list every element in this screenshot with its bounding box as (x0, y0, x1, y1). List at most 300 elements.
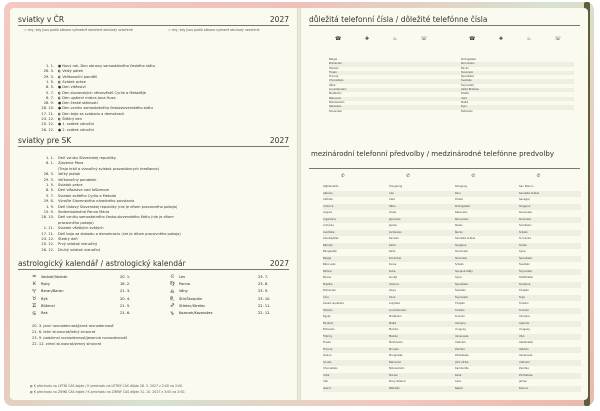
country-name: Ukrajina (455, 321, 466, 325)
holiday-date: 29. 3. (43, 74, 54, 79)
country-name: Sýrie (455, 276, 462, 279)
phone-icon: ✆ (536, 174, 541, 179)
country-name: Slovinsko (461, 70, 474, 74)
holiday-name: Deň víťazstva nad fašizmom (58, 188, 110, 193)
country-name: Nový Zéland (389, 380, 406, 383)
holiday-name: ● 2. svátek vánoční (58, 127, 94, 132)
country-name: Rakousko (455, 211, 468, 214)
holiday-name: Druhý sviatok vianočný (58, 247, 101, 252)
holiday-row (30, 167, 159, 172)
country-name: Uruguay (455, 328, 467, 331)
holiday-name: Veľký piatok (58, 172, 81, 177)
country-name: Arménie (323, 224, 334, 227)
zodiac-name: Váhy (179, 289, 188, 294)
holiday-date: 26. 12. (41, 127, 54, 132)
holiday-row (30, 117, 82, 122)
zodiac-sign-icon: ♋ (32, 310, 37, 317)
holiday-name: Zjavenie Pána (58, 161, 84, 166)
holiday-row (30, 85, 86, 90)
holiday-row (30, 80, 86, 85)
country-name: Francie (323, 347, 333, 351)
zodiac-date: 23. 10. (258, 296, 271, 301)
intl-title: mezinárodní telefonní předvolby / medzinárodné telefónne predvolby (311, 150, 554, 158)
holiday-row (30, 64, 155, 69)
country-name: Vietnam (455, 341, 466, 344)
year-label: 2027 (269, 15, 289, 24)
country-name: Jemen (519, 380, 528, 383)
country-name: Argentina (323, 217, 336, 221)
zodiac-date: 21. 3. (120, 289, 131, 294)
country-name: Bangladéš (323, 250, 337, 253)
country-name: Ekvádor (323, 321, 334, 325)
country-name: Slovensko (455, 250, 469, 253)
country-name: Tunisko (455, 308, 465, 312)
country-name: Saúdská Arábie (455, 237, 476, 240)
country-name: Keňa (389, 250, 396, 253)
holiday-date: 8. 5. (46, 188, 54, 193)
country-name: Lucembursko (389, 308, 407, 312)
holiday-date: 17. 11. (41, 111, 54, 116)
intl-icons (341, 174, 540, 179)
zodiac-date: 21. 5. (120, 303, 131, 308)
holiday-row (30, 101, 98, 106)
country-name: Libye (389, 289, 396, 292)
country-name: Thajsko (455, 302, 465, 305)
country-name: USA (519, 334, 525, 338)
country-name: Turecko (455, 315, 465, 318)
country-name: Švédsko (519, 263, 530, 266)
country-name: Jemen (389, 224, 398, 227)
zodiac-name: Kozoroh/Kozorožec (179, 311, 213, 316)
country-name: Vietnam (519, 360, 530, 364)
phones-header (309, 13, 580, 26)
holiday-row (30, 215, 174, 220)
holiday-row (30, 75, 97, 80)
country-name: Kambodža (455, 367, 469, 370)
holiday-name: ● 1. svátek vánoční (58, 122, 94, 127)
holiday-name: Štedrý deň (58, 237, 78, 241)
zodiac-name: Ryby (41, 282, 50, 286)
phone-icon: ✆ (341, 174, 345, 179)
season-row: 20. 3. jarní rovnodennost/jarná rovnodennosť (32, 324, 114, 328)
country-name: Ukrajina (519, 315, 530, 318)
country-name: Zambie (455, 347, 465, 351)
country-name: Kolumbie (389, 256, 402, 260)
zodiac-name: Vodnář/Vodnár (41, 274, 68, 279)
holiday-name: ◐ Den slovanských věrozvěstů Cyrila a Metoděje (58, 90, 146, 95)
country-name: Venezuela (455, 334, 469, 338)
country-name: Rumunsko (455, 217, 469, 221)
fire-icon: ♨ (392, 36, 398, 42)
season-row: 23. 9. podzimní rovnodennost/jesenná rovnodennosť (32, 336, 127, 340)
country-name: Španělsko (455, 282, 469, 286)
country-name: Island (323, 386, 331, 390)
dst-note-winter: ◐ K přechodu na ZIMNÍ ČAS dojde / K prechodu na ZIMNÝ ČAS dôjde 31. 10. 2027 z 3:00 na 2:00. (30, 390, 186, 394)
country-name: Saudská Arábie (519, 191, 540, 195)
country-name: Bosna (323, 276, 331, 279)
country-name: Dánsko (323, 308, 333, 312)
left-page (10, 8, 297, 400)
intl-row (323, 386, 581, 393)
holiday-date: 26. 3. (43, 69, 54, 74)
country-name: Austrálie (323, 230, 335, 234)
holiday-row (30, 69, 83, 74)
country-name: Chorvatsko (329, 79, 344, 83)
country-name: Španělsko (519, 256, 533, 260)
holiday-name: Deň vzniku Slovenskej republiky (58, 156, 116, 160)
holiday-name: pracovného pokoja) (58, 220, 94, 225)
season-row: 22. 12. zimní slunovrat/zimný slnovrat (32, 342, 102, 346)
country-name: Itálie (329, 83, 336, 87)
holiday-name: Sviatok všetkých svätých (58, 226, 104, 231)
country-name: Polsko (455, 198, 464, 201)
zodiac-date: 20. 4. (120, 296, 131, 301)
zodiac-name: Lev (179, 274, 186, 279)
fire-icon: ♨ (526, 36, 532, 42)
country-name: Kuvajt (389, 276, 398, 279)
holiday-row (30, 194, 116, 199)
holiday-name: Sviatok práce (58, 183, 83, 187)
holiday-name: Deň boja za slobodu a demokraciu (nie je dňom pracovného pokoja) (58, 231, 181, 236)
country-name: Německo (389, 360, 402, 364)
country-name: Japonsko (389, 217, 401, 221)
holiday-name: Sedembolestná Panna Mária (58, 210, 110, 214)
zodiac-sign-icon: ♎ (170, 288, 175, 295)
country-name: Sýrie (519, 250, 526, 253)
holiday-row (30, 237, 78, 242)
right-page (301, 8, 588, 400)
country-name: Uruguay (519, 328, 531, 331)
holiday-name: ◐ Štědrý den (58, 117, 82, 121)
country-name: Gruzie (323, 360, 332, 364)
holiday-date: 26. 12. (41, 247, 54, 252)
holiday-date: 28. 10. (41, 215, 54, 220)
phone-icon: ✆ (471, 174, 476, 179)
country-name: Tanzánie (519, 282, 531, 286)
country-name: Irán (389, 191, 395, 195)
holiday-row (30, 242, 97, 247)
holiday-name: ● Den vítězství (58, 85, 86, 90)
country-name: Afghánistán (323, 185, 339, 188)
holiday-name: Veľkonočný pondelok (58, 177, 97, 182)
country-name: Indie (323, 373, 330, 377)
country-name: Senegal (519, 198, 530, 201)
holiday-row (30, 232, 181, 237)
holiday-name: ◐ Den boje za svobodu a demokracii (58, 111, 125, 116)
emergency-icon: ☏ (420, 36, 427, 42)
country-name: Ghana (323, 354, 332, 357)
holiday-row (30, 156, 116, 161)
country-name: Rakousko (329, 105, 342, 109)
country-name: Maďarsko (329, 92, 342, 96)
country-name: Togo (519, 295, 525, 299)
country-name: Finsko (329, 70, 338, 74)
cz-holidays-header (18, 13, 289, 26)
holiday-date: 29. 8. (43, 199, 54, 204)
country-name: Dánsko (329, 66, 339, 70)
holiday-row (30, 112, 124, 117)
holiday-date: 5. 7. (46, 90, 54, 95)
country-name: Velká Británie (461, 88, 479, 92)
country-name: Jordánsko (389, 230, 402, 234)
country-name: Německo (329, 96, 342, 100)
country-name: Španělsko (461, 75, 475, 79)
country-name: Srbsko (519, 230, 528, 234)
holiday-date: 6. 7. (46, 95, 54, 100)
ambulance-icon: ✚ (498, 36, 504, 42)
country-name: Tádžikistán (519, 276, 534, 279)
country-name: Řecko (455, 230, 463, 234)
holiday-row (30, 128, 94, 133)
country-name: Portugalsko (455, 204, 471, 208)
holiday-date: 1. 1. (46, 156, 54, 160)
holiday-date: 15. 9. (43, 210, 54, 214)
country-name: Chorvatsko (323, 367, 338, 370)
phone-row (329, 110, 574, 114)
country-name: Alžírsko (323, 198, 333, 201)
country-name: Singapur (455, 243, 467, 247)
holiday-date: 24. 12. (41, 117, 54, 121)
country-name: Itálie (389, 204, 396, 208)
country-name: Švédsko (461, 79, 472, 83)
country-name: Egypt (323, 315, 331, 318)
country-name: Angola (323, 211, 332, 214)
zodiac-name: Panna (179, 282, 190, 286)
country-name: Řecko (461, 66, 469, 70)
holiday-row (30, 178, 96, 183)
holiday-name: ◐ Svátek práce (58, 79, 86, 84)
zodiac-date: 22. 11. (258, 303, 271, 308)
country-name: Bulharsko (323, 289, 336, 292)
country-name: Somálsko (519, 224, 532, 227)
intl-divider (309, 168, 580, 169)
zodiac-date: 23. 7. (258, 274, 269, 279)
holiday-date: 1. 1. (46, 64, 54, 68)
country-name: Kanada (389, 237, 399, 240)
country-name: Čína (323, 295, 329, 299)
country-name: San Marino (519, 185, 534, 188)
astro-header (18, 257, 289, 270)
holiday-row (30, 188, 109, 193)
country-name: Tunisko (519, 302, 529, 305)
holiday-row (30, 221, 94, 226)
holiday-date: 1. 5. (46, 183, 54, 187)
holiday-name: Sviatok svätého Cyrila a Metoda (58, 193, 117, 198)
holiday-date: 1. 11. (43, 226, 54, 231)
zodiac-sign-icon: ♒ (32, 274, 37, 280)
country-name: Švýcarsko (461, 83, 475, 87)
country-name: Bělorusko (323, 263, 336, 266)
phone-icon: ✆ (406, 174, 410, 179)
country-name: Turecko (519, 308, 529, 312)
country-name: Portugalsko (461, 58, 477, 61)
holiday-date: 25. 12. (41, 242, 54, 247)
zodiac-sign-icon: ♉ (32, 295, 37, 302)
zodiac-name: Blíženci (41, 303, 55, 308)
country-name: Súdán (519, 243, 528, 247)
country-name: Irák (323, 380, 328, 383)
year-label: 2027 (269, 136, 289, 145)
zodiac-name: Rak (41, 311, 48, 316)
holiday-date: 28. 9. (43, 101, 54, 106)
holiday-date: 1. 5. (46, 79, 54, 84)
phone-icons-row-a (335, 36, 427, 42)
country-name: Estonsko (461, 109, 473, 113)
holiday-date: 29. 3. (43, 177, 54, 182)
country-name: Bahrajn (323, 243, 334, 247)
phone-icons-row-b (469, 36, 561, 42)
zodiac-date: 22. 12. (258, 311, 271, 316)
country-name: Thajsko (519, 289, 529, 292)
country-name: Jižní Afrika (455, 360, 469, 364)
zodiac-sign-icon: ♍ (170, 281, 175, 288)
holiday-name: Prvý sviatok vianočný (58, 242, 98, 247)
country-name: Irsko (461, 96, 468, 100)
country-name: Brazílie (323, 282, 333, 286)
country-name: Irsko (389, 198, 396, 201)
holiday-row (30, 106, 153, 111)
zodiac-name: Střelec/Strelec (179, 303, 206, 308)
country-name: Mongolsko (389, 354, 403, 357)
holiday-name: ● Den české státnosti (58, 101, 98, 106)
country-name: Uganda (519, 321, 530, 325)
holiday-name: ◐ Velký pátek (58, 69, 84, 74)
zodiac-name: Býk (41, 296, 48, 301)
country-name: Slovinsko (519, 217, 532, 221)
country-name: Francie (329, 75, 339, 79)
country-name: Polsko (461, 92, 470, 96)
country-name: Mexiko (389, 334, 399, 338)
holiday-row (30, 205, 177, 210)
zodiac-name: Štír/Škorpión (179, 296, 203, 301)
holiday-name: ◐ Den upálení mistra Jana Husa (58, 95, 116, 100)
sk-holidays-title: sviatky pre SK (18, 136, 72, 145)
cz-legend-b: = dny, kdy jsou podle zákona vybrané obchody uzavřené (168, 28, 260, 32)
police-icon: ☎ (469, 36, 476, 42)
astro-title: astrologický kalendář / astrologický kalendár (18, 259, 186, 268)
year-label: 2027 (269, 259, 289, 268)
country-name: Katar (389, 243, 396, 247)
country-name: Švýcarsko (519, 269, 533, 273)
country-name: Maroko (389, 328, 399, 331)
phone-table (329, 58, 574, 114)
country-name: Keňa (455, 373, 462, 377)
country-name: Hongkong (389, 185, 403, 188)
holiday-row (30, 210, 109, 215)
country-name: Kosovo (519, 386, 529, 390)
zodiac-sign-icon: ♐ (170, 303, 175, 310)
country-name: Venezuela (519, 354, 533, 357)
country-name: Finsko (323, 341, 332, 344)
holiday-date: 1. 9. (46, 204, 54, 209)
holiday-row (30, 122, 94, 127)
zodiac-date: 21. 6. (120, 311, 131, 316)
country-name: Izrael (389, 211, 397, 214)
holiday-date: 25. 12. (41, 122, 54, 127)
holiday-name: Výročie Slovenského národného povstania (58, 199, 135, 204)
country-name: Slovensko (329, 109, 343, 113)
country-name: Lotyšsko (389, 302, 401, 305)
dst-note-summer: ◐ K přechodu na LETNÍ ČAS dojde / K prechodu na LETNÝ ČAS dôjde 28. 3. 2027 z 2:00 na 3:00. (30, 384, 184, 388)
zodiac-sign-icon: ♌ (170, 274, 175, 280)
country-name: Paraguay (455, 185, 468, 188)
country-name: Srí Lanka (519, 237, 531, 240)
holiday-date: 28. 10. (41, 106, 54, 111)
country-name: Malta (461, 100, 469, 104)
holiday-name: Deň vzniku samostatného česko-slovenského štátu (nie je dňom (58, 215, 174, 220)
zodiac-sign-icon: ♑ (170, 310, 175, 317)
holiday-row (30, 183, 83, 188)
police-icon: ☎ (335, 36, 342, 42)
country-name: Nizozemsko (389, 367, 405, 370)
country-name: Bolívie (323, 269, 332, 273)
holiday-name: (Traja králi a vianočný sviatok pravoslávnych kresťanov) (58, 166, 160, 171)
country-name: Libanon (389, 282, 400, 286)
country-name: Spojené státy (455, 269, 473, 273)
country-name: Česká republika (323, 302, 344, 305)
holiday-date: 6. 1. (46, 161, 54, 166)
country-name: Slovinsko (455, 256, 468, 260)
country-name: Kypr (461, 105, 467, 109)
holiday-name: ● Den vzniku samostatného československého státu (58, 106, 153, 111)
country-name: Švédsko (455, 289, 466, 292)
country-name: Monako (389, 347, 400, 351)
country-name: Ázerbájdžán (323, 237, 339, 240)
country-name: Pákistán (389, 386, 400, 390)
country-name: Zimbabwe (455, 354, 469, 357)
holiday-row (30, 199, 134, 204)
zodiac-date: 18. 2. (120, 282, 131, 286)
country-name: Vatikán (519, 347, 529, 351)
holiday-date: 26. 3. (43, 172, 54, 177)
country-name: Malta (389, 321, 397, 325)
country-name: Nizozemsko (329, 100, 345, 104)
country-name: Andorra (323, 204, 334, 208)
season-row: 21. 6. letní slunovrat/letný slnovrat (32, 330, 96, 334)
holiday-name: Deň Ústavy Slovenskej republiky (nie je dňom pracovného pokoja) (58, 204, 178, 209)
country-name: Rumunsko (461, 62, 475, 66)
country-name: Norsko (389, 373, 398, 377)
zodiac-sign-icon: ♊ (32, 303, 37, 310)
zodiac-date: 23. 9. (258, 289, 269, 294)
holiday-date: 5. 7. (46, 193, 54, 198)
country-name: Belgie (323, 256, 332, 260)
country-name: Litva (389, 295, 396, 299)
cz-legend-a: = dny, kdy jsou podle zákona výhradně otevřené obchody uzavřené (24, 28, 133, 32)
country-name: Zimbabwe (519, 373, 533, 377)
holiday-name: ◐ Velikonoční pondělí (58, 74, 97, 79)
country-name: Korea (389, 263, 397, 266)
holiday-row (30, 161, 83, 166)
country-name: Zambie (519, 367, 529, 370)
country-name: Švýcarsko (455, 295, 469, 299)
zodiac-date: 20. 1. (120, 274, 131, 279)
holiday-row (30, 248, 100, 253)
country-name: Bulharsko (329, 62, 342, 66)
country-name: Slovensko (519, 211, 533, 214)
holiday-row (30, 96, 116, 101)
holiday-date: 24. 12. (41, 237, 54, 241)
zodiac-sign-icon: ♓ (32, 281, 37, 288)
zodiac-name: Beran/Baran (41, 289, 64, 294)
phones-title: důležitá telefonní čísla / dôležité telefónne čísla (309, 15, 488, 24)
holiday-row (30, 91, 146, 96)
holiday-date: 8. 5. (46, 85, 54, 90)
country-name: Maďarsko (389, 315, 402, 318)
country-name: Nepál (455, 386, 463, 390)
country-name: Albánie (323, 191, 333, 195)
holiday-row (30, 226, 104, 231)
